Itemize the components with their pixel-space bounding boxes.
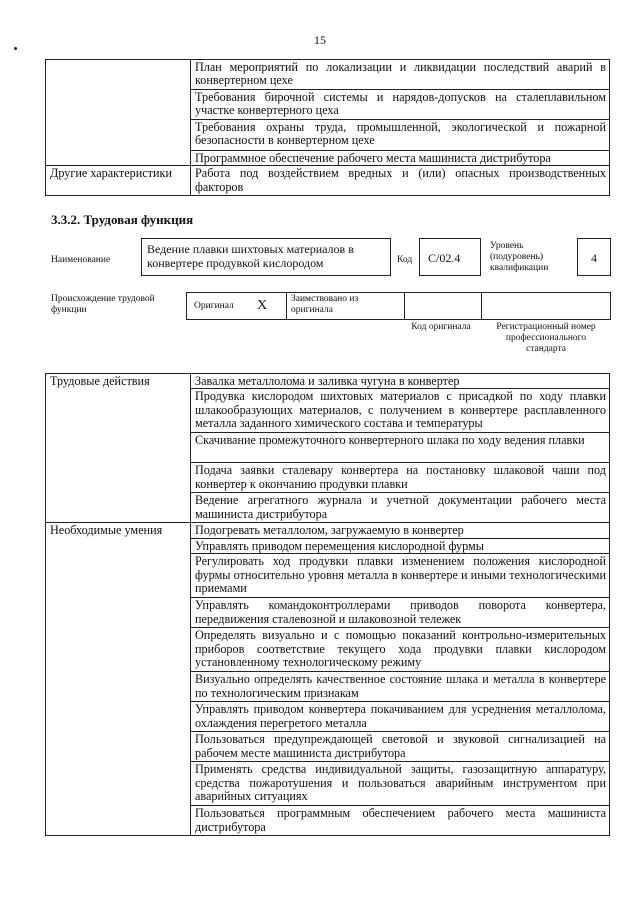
- row-text: Применять средства индивидуальной защиты, газозащитную аппаратуру, средства пожаротушения и пользоваться аварийным инструментом при аварийных ситуациях: [191, 762, 610, 806]
- row-text: Определять визуально и с помощью показаний контрольно-измерительных приборов соответствие текущего хода продувки плавки кислородом установленному технологическому режиму: [191, 628, 610, 672]
- row-text: Продувка кислородом шихтовых материалов с присадкой по ходу плавки шлакообразующих материалов, с получением в конвертере расплавленного металла заданного химического состава и температуры: [191, 389, 610, 433]
- row-text: Скачивание промежуточного конвертерного шлака по ходу ведения плавки: [191, 433, 610, 463]
- table-row: [46, 60, 610, 90]
- row-label: [46, 60, 191, 166]
- level-box: [577, 238, 611, 276]
- row-text: Требования бирочной системы и нарядов-допусков на сталеплавильном участке конвертерного цеха: [191, 90, 610, 120]
- level-value: 4: [591, 251, 597, 265]
- section-title: 3.3.2. Трудовая функция: [51, 212, 194, 227]
- row-text: Пользоваться программным обеспечением рабочего места машиниста дистрибутора: [191, 806, 610, 836]
- main-table: [45, 373, 610, 836]
- origin-label: Происхождение трудовой функции: [51, 294, 155, 315]
- top-table: [45, 59, 610, 196]
- row-text: Программное обеспечение рабочего места машиниста дистрибутора: [191, 151, 610, 166]
- borrowed-label: Заимствовано из оригинала: [291, 294, 359, 315]
- group-label: Трудовые действия: [46, 374, 191, 523]
- original-label: Оригинал: [194, 301, 234, 311]
- row-text: Подогревать металлолом, загружаемую в конвертер: [191, 523, 610, 538]
- row-text: Визуально определять качественное состояние шлака и металла в конвертере по технологическим признакам: [191, 672, 610, 702]
- row-text: Управлять приводом конвертера покачиванием для усреднения металлолома, охлаждения перегретого металла: [191, 702, 610, 732]
- row-text: Управлять командоконтроллерами приводов поворота конвертера, передвижения сталевозной и шлаковозной тележек: [191, 598, 610, 628]
- row-label: Другие характеристики: [46, 166, 191, 196]
- divider: [610, 292, 611, 320]
- code-value: C/02.4: [428, 251, 461, 265]
- function-name-box: [141, 238, 391, 276]
- code-box: [419, 238, 481, 276]
- group-label: Необходимые умения: [46, 523, 191, 836]
- page-number: 15: [314, 33, 326, 47]
- row-text: Управлять приводом перемещения кислородной фурмы: [191, 538, 610, 553]
- reg-caption: Регистрационный номер профессионального стандарта: [496, 322, 596, 354]
- table-row: [46, 523, 610, 538]
- row-text: Завалка металлолома и заливка чугуна в конвертер: [191, 374, 610, 389]
- table-row: [46, 374, 610, 389]
- row-text: Подача заявки сталевару конвертера на постановку шлаковой чаши под конвертер к окончанию продувки плавки: [191, 463, 610, 493]
- function-name: Ведение плавки шихтовых материалов в конвертере продувкой кислородом: [147, 242, 354, 270]
- divider: [286, 292, 287, 320]
- row-text: Работа под воздействием вредных и (или) опасных производственных факторов: [191, 166, 610, 196]
- margin-mark: [14, 47, 17, 50]
- divider: [404, 292, 405, 320]
- level-label: Уровень (подуровень) квалификации: [490, 241, 549, 273]
- original-mark: X: [257, 298, 268, 313]
- row-text: Требования охраны труда, промышленной, экологической и пожарной безопасности в конвертерном цехе: [191, 120, 610, 151]
- table-row: [46, 166, 610, 196]
- row-text: Пользоваться предупреждающей световой и звуковой сигнализацией на рабочем месте машиниста дистрибутора: [191, 732, 610, 762]
- row-text: Ведение агрегатного журнала и учетной документации рабочего места машиниста дистрибутора: [191, 493, 610, 523]
- divider: [481, 292, 482, 320]
- code-caption: Код оригинала: [411, 322, 471, 332]
- code-label: Код: [397, 255, 413, 265]
- row-text: План мероприятий по локализации и ликвидации последствий аварий в конвертерном цехе: [191, 60, 610, 90]
- name-label: Наименование: [51, 255, 111, 265]
- row-text: Регулировать ход продувки плавки изменением положения кислородной фурмы относительно уровня металла в конвертере и иными технологическими приемами: [191, 554, 610, 598]
